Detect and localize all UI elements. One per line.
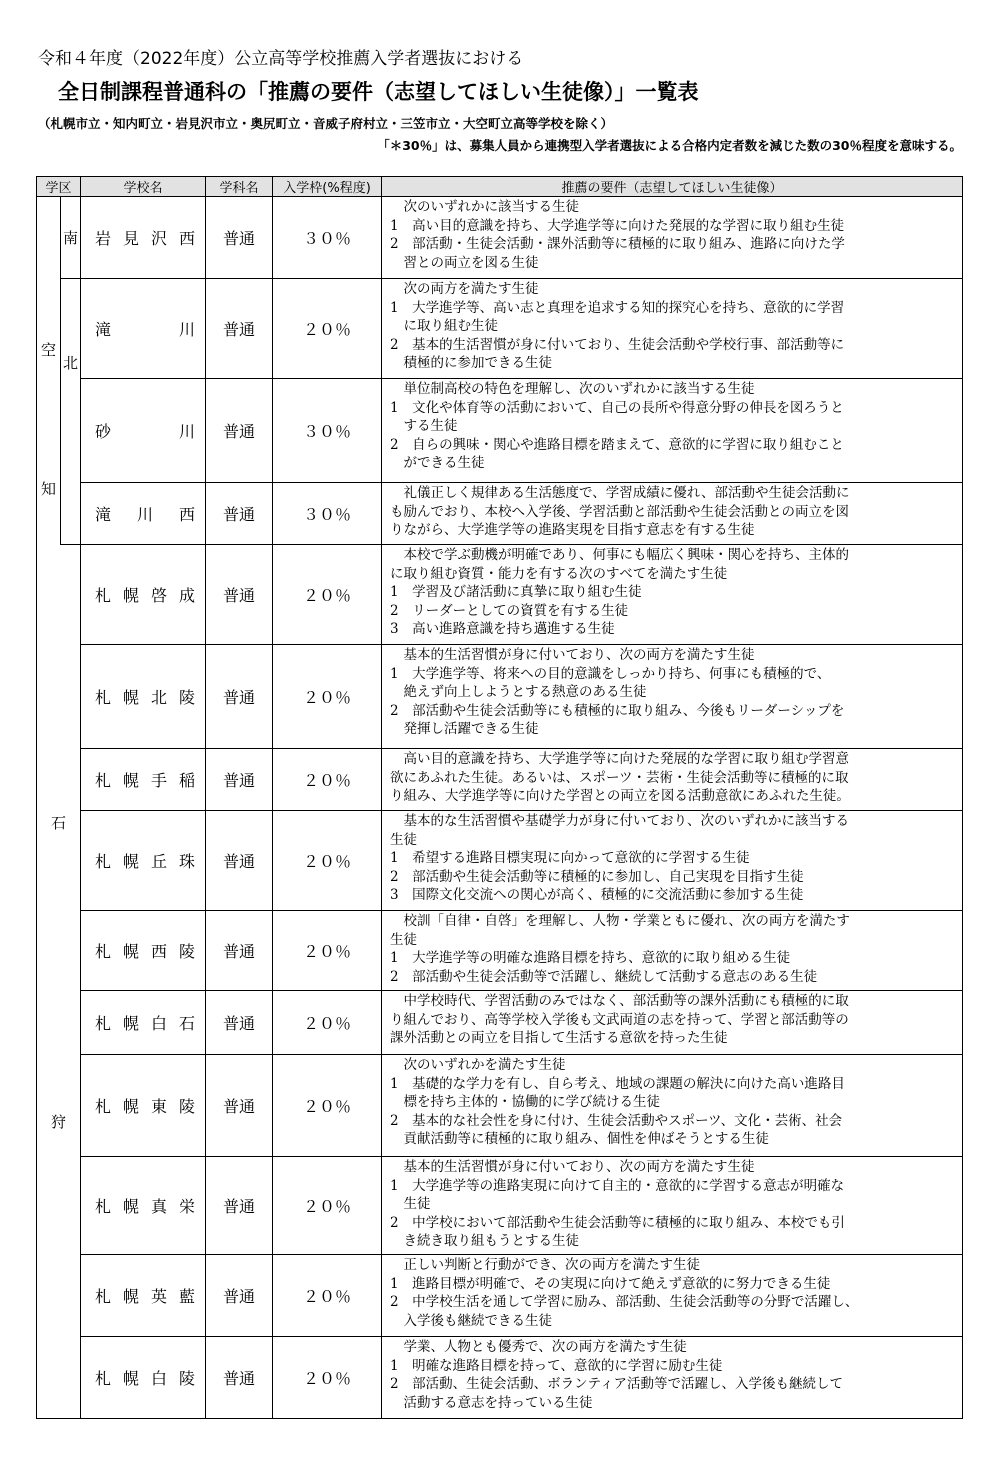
requirement-line: 1 大学進学等の進路実現に向けて自主的・意欲的に学習する意志が明確な (390, 1177, 845, 1194)
quota-value: ２０％ (273, 645, 382, 749)
table-row (37, 1157, 963, 1255)
requirement-line: 生徒 (390, 1196, 431, 1212)
requirement-line: ができる生徒 (390, 455, 485, 471)
district-ishikari (37, 545, 81, 1419)
requirements-cell (382, 279, 963, 379)
requirement-line: りながら、大学進学等の進路実現を目指す意志を有する生徒 (390, 522, 755, 538)
subdistrict-char: 北 (63, 353, 79, 372)
requirements-cell (382, 483, 963, 545)
requirement-line: 3 高い進路意識を持ち邁進する生徒 (390, 621, 615, 637)
course-name: 普通 (206, 991, 273, 1055)
district-sorachi (37, 197, 61, 545)
subdistrict-minami: 南 (61, 197, 81, 279)
requirement-line: 積極的に参加できる生徒 (390, 355, 553, 371)
table-row (37, 1055, 963, 1157)
requirements-cell (382, 811, 963, 911)
course-name: 普通 (206, 911, 273, 991)
school-name (81, 811, 206, 911)
requirement-line: 次の両方を満たす生徒 (390, 281, 539, 297)
requirements-cell (382, 1157, 963, 1255)
school-name-text: 砂 川 (95, 422, 196, 441)
requirement-line: 1 希望する進路目標実現に向かって意欲的に学習する生徒 (390, 850, 750, 866)
requirement-line: 校訓「自律・自啓」を理解し、人物・学業ともに優れ、次の両方を満たす (390, 913, 850, 929)
quota-value: ２０％ (273, 279, 382, 379)
requirement-line: 生徒 (390, 931, 418, 948)
requirement-line: 生徒 (390, 831, 418, 848)
course-name: 普通 (206, 1055, 273, 1157)
header-course: 学科名 (206, 177, 273, 197)
table-row (37, 545, 963, 645)
table-row (37, 645, 963, 749)
requirement-line: き続き取り組もうとする生徒 (390, 1233, 580, 1249)
quota-value: ２０％ (273, 1055, 382, 1157)
header-school: 学校名 (81, 177, 206, 197)
quota-value: ２０％ (273, 545, 382, 645)
requirements-cell (382, 749, 963, 811)
requirement-line: 3 国際文化交流への関心が高く、積極的に交流活動に参加する生徒 (390, 887, 804, 903)
requirement-line: 標を持ち主体的・協働的に学び続ける生徒 (390, 1094, 661, 1110)
table-row (37, 1255, 963, 1337)
requirements-cell (382, 197, 963, 279)
table-row (37, 991, 963, 1055)
requirement-line: に取り組む生徒 (390, 318, 499, 334)
requirement-line: 1 大学進学等の明確な進路目標を持ち、意欲的に取り組める生徒 (390, 950, 791, 966)
requirement-line: 2 基本的生活習慣が身に付いており、生徒会活動や学校行事、部活動等に (390, 336, 845, 353)
requirement-line: 2 部活動や生徒会活動等で活躍し、継続して活動する意志のある生徒 (390, 968, 818, 985)
quota-note: 「＊30％」は、募集人員から連携型入学者選抜による合格内定者数を減じた数の30％程度を意味する。 (377, 138, 962, 153)
requirements-cell (382, 379, 963, 483)
school-name-text: 札 幌 啓 成 (95, 586, 195, 605)
quota-value: ２０％ (273, 1255, 382, 1337)
requirement-line: 高い目的意識を持ち、大学進学等に向けた発展的な学習に取り組む学習意 (390, 751, 850, 767)
requirement-line: に取り組む資質・能力を有する次のすべてを満たす生徒 (390, 565, 728, 582)
school-name (81, 1157, 206, 1255)
header-district: 学区 (37, 177, 81, 197)
school-name (81, 545, 206, 645)
course-name: 普通 (206, 749, 273, 811)
district-char: 狩 (51, 1112, 67, 1131)
course-name: 普通 (206, 645, 273, 749)
requirement-line: 1 高い目的意識を持ち、大学進学等に向けた発展的な学習に取り組む生徒 (390, 217, 845, 234)
requirement-line: 2 中学校において部活動や生徒会活動等に積極的に取り組み、本校でも引 (390, 1214, 845, 1231)
requirements-cell (382, 991, 963, 1055)
title-line-1: 令和４年度（2022年度）公立高等学校推薦入学者選抜における (38, 49, 524, 69)
table-row (37, 197, 963, 279)
quota-value: ２０％ (273, 911, 382, 991)
school-name-text: 岩 見 沢 西 (95, 229, 195, 248)
requirement-line: 1 基礎的な学力を有し、自ら考え、地域の課題の解決に向けた高い進路目 (390, 1075, 845, 1092)
school-name-text: 札 幌 丘 珠 (95, 852, 195, 871)
course-name: 普通 (206, 1255, 273, 1337)
quota-value: ３０％ (273, 483, 382, 545)
course-name: 普通 (206, 545, 273, 645)
table-row (37, 483, 963, 545)
requirement-line: り組み、大学進学等に向けた学習との両立を図る活動意欲にあふれた生徒。 (390, 788, 850, 804)
requirement-line: 次のいずれかを満たす生徒 (390, 1057, 566, 1073)
school-name (81, 911, 206, 991)
requirements-cell (382, 1255, 963, 1337)
district-char: 知 (40, 479, 56, 498)
requirements-cell (382, 545, 963, 645)
requirement-line: 2 基本的な社会性を身に付け、生徒会活動やスポーツ、文化・芸術、社会 (390, 1112, 843, 1129)
school-name-text: 札 幌 白 石 (95, 1014, 195, 1033)
school-name-text: 札 幌 東 陵 (95, 1097, 195, 1116)
requirement-line: 2 部活動や生徒会活動等にも積極的に取り組み、今後もリーダーシップを (390, 702, 845, 719)
quota-value: ３０％ (273, 197, 382, 279)
school-name (81, 749, 206, 811)
quota-value: ２０％ (273, 1157, 382, 1255)
district-char: 石 (51, 813, 67, 832)
course-name: 普通 (206, 279, 273, 379)
school-name-text: 札 幌 西 陵 (95, 942, 195, 961)
requirement-line: 活動する意志を持っている生徒 (390, 1394, 593, 1411)
school-name (81, 197, 206, 279)
school-name (81, 279, 206, 379)
requirement-line: 基本的生活習慣が身に付いており、次の両方を満たす生徒 (390, 1159, 755, 1175)
course-name: 普通 (206, 197, 273, 279)
subdistrict-kita (61, 279, 81, 545)
requirement-line: り組んでおり、高等学校入学後も文武両道の志を持って、学習と部活動等の (390, 1011, 849, 1028)
school-name-text: 札 幌 英 藍 (95, 1287, 195, 1306)
requirement-line: 1 大学進学等、将来への目的意識をしっかり持ち、何事にも積極的で、 (390, 665, 831, 682)
quota-value: ２０％ (273, 811, 382, 911)
district-char: 空 (40, 340, 56, 359)
school-name-text: 札 幌 白 陵 (95, 1369, 195, 1388)
requirement-line: 絶えず向上しようとする熱意のある生徒 (390, 684, 647, 700)
requirement-line: 1 学習及び諸活動に真摯に取り組む生徒 (390, 584, 642, 600)
table-row (37, 811, 963, 911)
quota-value: ２０％ (273, 749, 382, 811)
requirement-line: 基本的な生活習慣や基礎学力が身に付いており、次のいずれかに該当する (390, 813, 850, 829)
requirement-line: 学業、人物とも優秀で、次の両方を満たす生徒 (390, 1339, 687, 1355)
requirement-line: 1 進路目標が明確で、その実現に向けて絶えず意欲的に努力できる生徒 (390, 1275, 831, 1292)
quota-value: ２０％ (273, 1337, 382, 1419)
table-header-row (37, 177, 963, 197)
quota-value: ２０％ (273, 991, 382, 1055)
school-name-text: 札 幌 北 陵 (95, 688, 195, 707)
requirement-line: 2 中学校生活を通して学習に励み、部活動、生徒会活動等の分野で活躍し、 (390, 1294, 859, 1310)
header-requirements: 推薦の要件（志望してほしい生徒像） (382, 177, 963, 197)
requirements-cell (382, 911, 963, 991)
requirement-line: 1 明確な進路目標を持って、意欲的に学習に励む生徒 (390, 1357, 723, 1374)
page-title: 全日制課程普通科の「推薦の要件（志望してほしい生徒像）」一覧表 (58, 80, 699, 104)
course-name: 普通 (206, 811, 273, 911)
requirements-cell (382, 1337, 963, 1419)
requirement-line: する生徒 (390, 418, 458, 434)
school-name (81, 1055, 206, 1157)
header-quota: 入学枠(%程度) (273, 177, 382, 197)
requirement-line: 習との両立を図る生徒 (390, 254, 539, 271)
requirements-cell (382, 1055, 963, 1157)
course-name: 普通 (206, 483, 273, 545)
school-name-text: 札 幌 手 稲 (95, 771, 195, 790)
requirement-line: 単位制高校の特色を理解し、次のいずれかに該当する生徒 (390, 381, 755, 397)
requirement-line: 課外活動との両立を目指して生活する意欲を持った生徒 (390, 1030, 728, 1046)
requirement-line: 2 部活動・生徒会活動・課外活動等に積極的に取り組み、進路に向けた学 (390, 236, 845, 252)
requirement-line: 次のいずれかに該当する生徒 (390, 199, 580, 215)
requirement-line: 2 自らの興味・関心や進路目標を踏まえて、意欲的に学習に取り組むこと (390, 436, 844, 453)
requirement-line: 2 リーダーとしての資質を有する生徒 (390, 602, 629, 619)
requirement-line: 欲にあふれた生徒。あるいは、スポーツ・芸術・生徒会活動等に積極的に取 (390, 769, 849, 786)
school-name (81, 645, 206, 749)
exclusion-note: （札幌市立・知内町立・岩見沢市立・奥尻町立・音威子府村立・三笠市立・大空町立高等学校を除く） (38, 116, 614, 131)
requirement-line: 1 文化や体育等の活動において、自己の長所や得意分野の伸長を図ろうと (390, 399, 844, 416)
requirements-cell (382, 645, 963, 749)
recommendation-table (36, 176, 963, 1419)
school-name (81, 1255, 206, 1337)
table-row (37, 279, 963, 379)
school-name-text: 滝 川 (95, 320, 196, 339)
course-name: 普通 (206, 1157, 273, 1255)
requirement-line: 入学後も継続できる生徒 (390, 1312, 553, 1329)
school-name-text: 滝 川 西 (95, 505, 195, 524)
school-name-text: 札 幌 真 栄 (95, 1197, 195, 1216)
requirement-line: 貢献活動等に積極的に取り組み、個性を伸ばそうとする生徒 (390, 1131, 769, 1147)
requirement-line: 基本的生活習慣が身に付いており、次の両方を満たす生徒 (390, 647, 755, 663)
table-row (37, 1337, 963, 1419)
requirement-line: 中学校時代、学習活動のみではなく、部活動等の課外活動にも積極的に取 (390, 993, 849, 1009)
requirement-line: 本校で学ぶ動機が明確であり、何事にも幅広く興味・関心を持ち、主体的 (390, 547, 850, 563)
table-row (37, 749, 963, 811)
table-row (37, 911, 963, 991)
requirement-line: 1 大学進学等、高い志と真理を追求する知的探究心を持ち、意欲的に学習 (390, 299, 845, 316)
school-name (81, 991, 206, 1055)
school-name (81, 1337, 206, 1419)
requirement-line: も励んでおり、本校へ入学後、学習活動と部活動や生徒会活動との両立を図 (390, 503, 850, 520)
course-name: 普通 (206, 1337, 273, 1419)
school-name (81, 379, 206, 483)
requirement-line: 2 部活動や生徒会活動等に積極的に参加し、自己実現を目指す生徒 (390, 868, 804, 885)
requirement-line: 正しい判断と行動ができ、次の両方を満たす生徒 (390, 1257, 700, 1273)
school-name (81, 483, 206, 545)
course-name: 普通 (206, 379, 273, 483)
table-row (37, 379, 963, 483)
quota-value: ３０％ (273, 379, 382, 483)
requirement-line: 礼儀正しく規律ある生活態度で、学習成績に優れ、部活動や生徒会活動に (390, 485, 850, 501)
requirement-line: 発揮し活躍できる生徒 (390, 721, 539, 737)
requirement-line: 2 部活動、生徒会活動、ボランティア活動等で活躍し、入学後も継続して (390, 1376, 844, 1392)
